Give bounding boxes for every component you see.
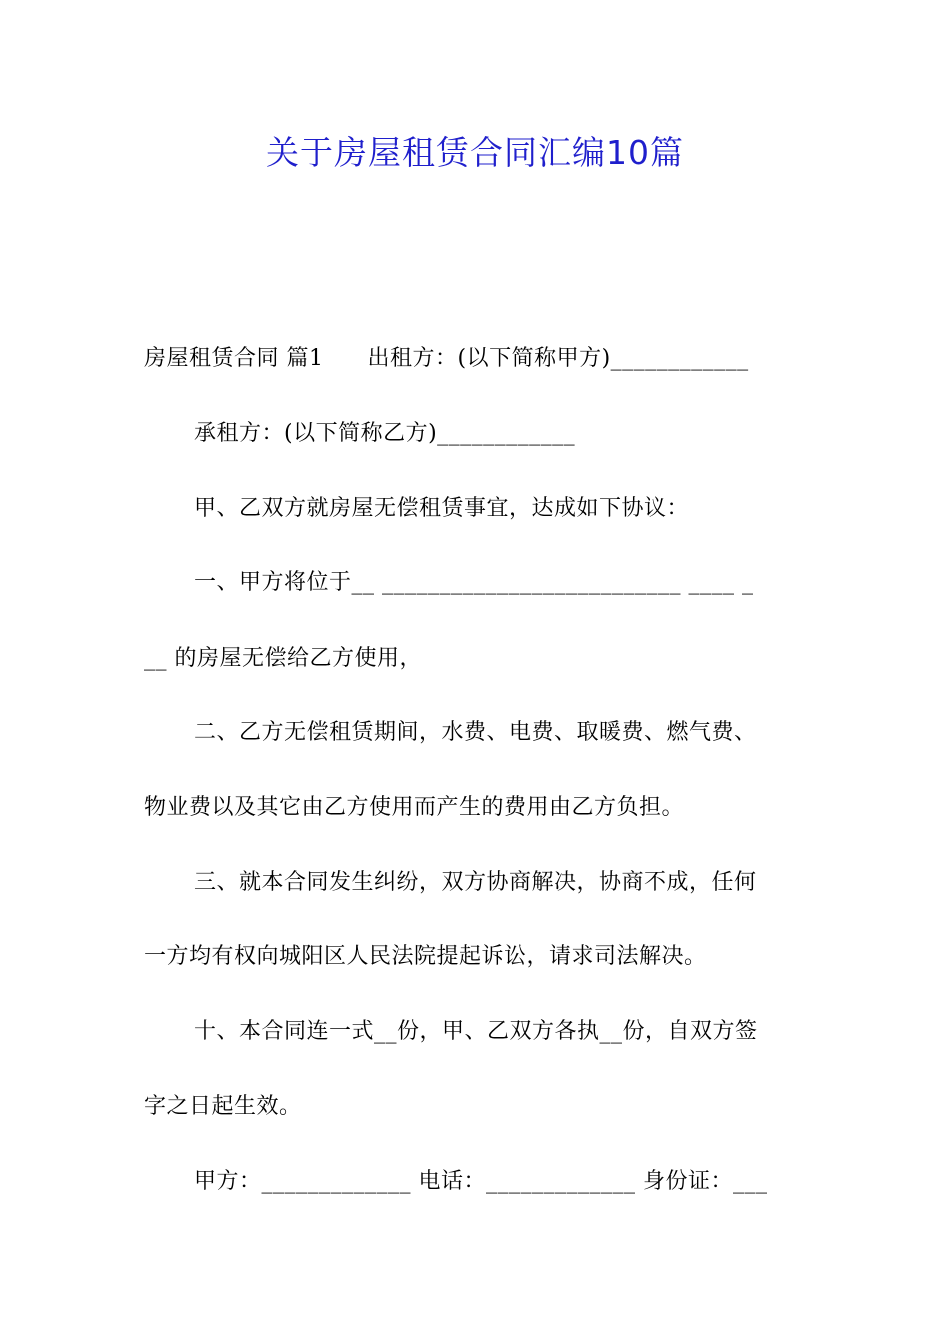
clause-3-line-2: 一方均有权向城阳区人民法院提起诉讼，请求司法解决。 <box>144 944 707 969</box>
clause-10-line-1: 十、本合同连一式__份，甲、乙双方各执__份，自双方签 <box>194 1019 758 1044</box>
lessor-field: 出租方：(以下简称甲方)____________ <box>367 346 749 371</box>
clause-1-line-1: 一、甲方将位于__ __________________________ ____ _ <box>194 570 754 595</box>
party-a-signature-line: 甲方：_____________ 电话：_____________ 身份证：___ <box>194 1169 768 1194</box>
clause-3-line-1: 三、就本合同发生纠纷，双方协商解决，协商不成，任何 <box>194 870 757 895</box>
clause-1-line-2: __ 的房屋无偿给乙方使用， <box>144 646 422 671</box>
section-heading: 房屋租赁合同 篇1 <box>144 346 324 371</box>
agreement-intro: 甲、乙双方就房屋无偿租赁事宜，达成如下协议： <box>194 496 690 521</box>
document-title: 关于房屋租赁合同汇编10篇 <box>266 133 684 172</box>
clause-2-line-1: 二、乙方无偿租赁期间，水费、电费、取暖费、燃气费、 <box>194 720 757 745</box>
clause-2-line-2: 物业费以及其它由乙方使用而产生的费用由乙方负担。 <box>144 795 685 820</box>
lessee-field: 承租方：(以下简称乙方)____________ <box>194 421 576 446</box>
clause-10-line-2: 字之日起生效。 <box>144 1094 302 1119</box>
contract-line-1 <box>144 343 814 375</box>
